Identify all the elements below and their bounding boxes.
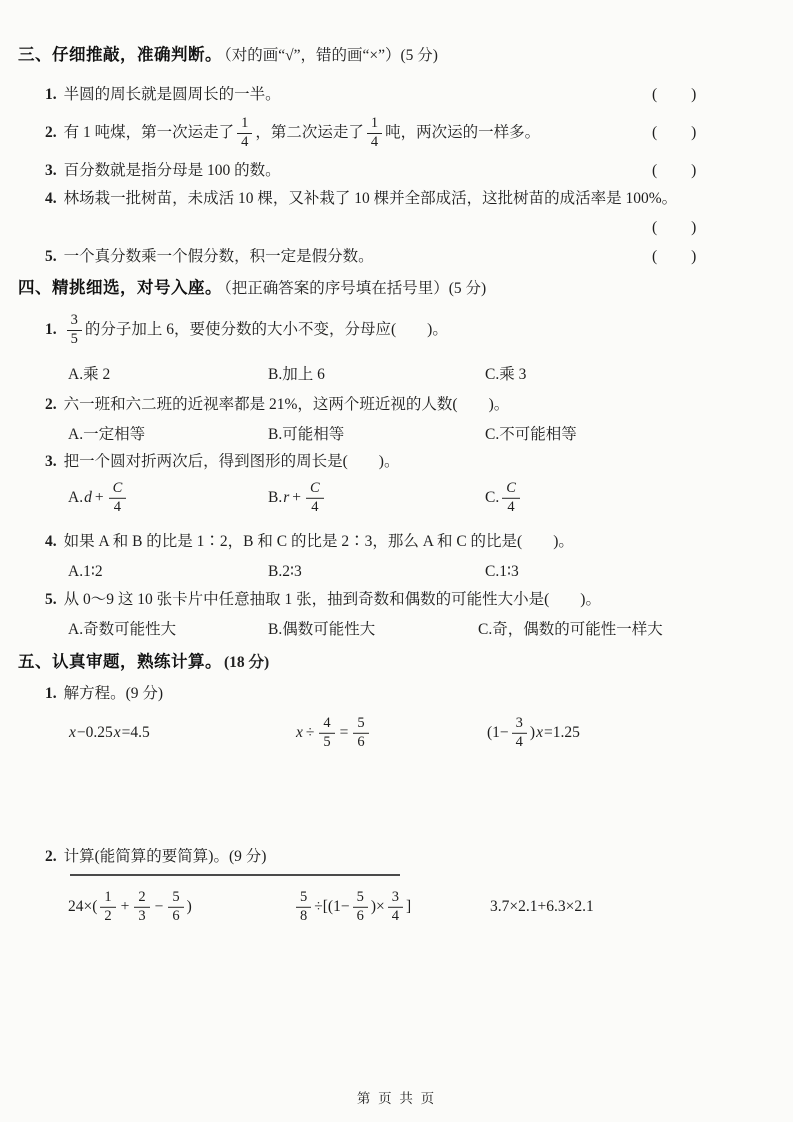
- math-text: ]: [405, 898, 412, 915]
- option-b: B.2∶3: [268, 563, 302, 580]
- fraction-denominator: 8: [300, 908, 308, 924]
- fraction: [306, 481, 324, 515]
- option-c: C.奇，偶数的可能性一样大: [478, 621, 663, 638]
- fraction-numerator: 1: [100, 890, 115, 908]
- math-operator: ÷: [305, 724, 315, 741]
- choice-question-4: [0, 531, 793, 553]
- fraction: [296, 890, 311, 924]
- judge-question-4: [0, 188, 793, 210]
- question-text: 林场栽一批树苗，未成活 10 棵，又补栽了 10 棵并全部成活，这批树苗的成活率是 100%。: [63, 190, 678, 207]
- option-c: C.1∶3: [485, 563, 519, 580]
- section-5-note: (18 分): [224, 654, 270, 671]
- fraction: [319, 716, 334, 750]
- page-footer: [0, 1088, 793, 1110]
- answer-bracket: ( ): [652, 124, 698, 141]
- section-4-note: （把正确答案的序号填在括号里）(5 分): [224, 280, 487, 297]
- equation-3: [487, 716, 580, 750]
- fraction-denominator: 4: [311, 499, 319, 515]
- math-text: ÷[(1−: [314, 898, 350, 915]
- math-text: (1−: [487, 724, 509, 741]
- question-text: 从 0～9 这 10 张卡片中任意抽取 1 张，抽到奇数和偶数的可能性大小是( )。: [63, 591, 601, 608]
- option-label: A.: [68, 489, 84, 506]
- fraction-numerator: 5: [353, 716, 368, 734]
- option-b: B.可能相等: [268, 426, 345, 443]
- section-3-note: （对的画“√”，错的画“×”）(5 分): [224, 47, 438, 64]
- math-text: 24×(: [68, 898, 98, 915]
- sub-number: 1.: [45, 685, 57, 702]
- question-text: 的分子加上 6，要使分数的大小不变，分母应( )。: [84, 321, 448, 338]
- section-3-title: 三、仔细推敲，准确判断。: [18, 46, 222, 64]
- footer-text: 第 页 共 页: [356, 1091, 437, 1106]
- math-variable: x: [536, 724, 543, 741]
- expressions-row: [0, 878, 793, 936]
- question-number: 1.: [45, 321, 57, 338]
- expression-1: [68, 890, 192, 924]
- sub-title: 计算(能简算的要简算)。(9 分): [63, 848, 267, 865]
- choice-question-3: [0, 451, 793, 473]
- question-number: 5.: [45, 591, 57, 608]
- sub-title: 解方程。(9 分): [63, 685, 164, 702]
- fraction-denominator: 3: [138, 908, 146, 924]
- question-number: 2.: [45, 396, 57, 413]
- answer-bracket: ( ): [652, 162, 698, 179]
- fraction-denominator: 4: [515, 734, 523, 750]
- option-c: [485, 481, 523, 515]
- math-operator: =: [339, 724, 349, 741]
- fraction-denominator: 4: [507, 499, 515, 515]
- fraction-numerator: C: [306, 481, 324, 499]
- math-variable: x: [296, 724, 303, 741]
- fraction-numerator: 3: [388, 890, 403, 908]
- fraction-denominator: 4: [241, 134, 249, 150]
- math-variable: d: [84, 489, 92, 506]
- answer-bracket: ( ): [652, 86, 698, 103]
- fraction-numerator: 1: [237, 116, 252, 134]
- math-text: 3.7×2.1+6.3×2.1: [490, 898, 594, 915]
- option-a: A.奇数可能性大: [68, 621, 177, 638]
- option-b: B.加上 6: [268, 366, 325, 383]
- fraction: [109, 481, 127, 515]
- choice-question-5: [0, 589, 793, 611]
- fraction: [512, 716, 527, 750]
- choice-question-3-options: [0, 473, 793, 523]
- question-number: 3.: [45, 162, 57, 179]
- math-text: =4.5: [121, 724, 150, 741]
- math-text: ): [529, 724, 536, 741]
- question-text: 有 1 吨煤，第一次运走了: [63, 124, 235, 141]
- judge-question-1: [0, 84, 793, 106]
- fraction: [502, 481, 520, 515]
- math-variable: x: [69, 724, 76, 741]
- fraction: [134, 890, 149, 924]
- section-5-heading: [18, 651, 269, 674]
- fraction-denominator: 4: [370, 134, 379, 150]
- math-operator: +: [94, 489, 104, 506]
- fraction-denominator: 5: [323, 734, 331, 750]
- option-a: [68, 481, 129, 515]
- question-text: 吨，两次运的一样多。: [385, 124, 541, 141]
- fraction: [67, 313, 82, 347]
- choice-question-1: [0, 306, 793, 354]
- fraction-denominator: 6: [357, 734, 365, 750]
- fraction-numerator: 5: [296, 890, 311, 908]
- option-a: A.乘 2: [68, 366, 111, 383]
- fraction-denominator: 6: [356, 908, 364, 924]
- option-b: [268, 481, 327, 515]
- underline-rule: [70, 874, 400, 876]
- section-3-heading: [18, 44, 438, 67]
- choice-question-2: [0, 394, 793, 416]
- section-4-heading: [18, 277, 486, 300]
- question-number: 4.: [45, 533, 57, 550]
- math-variable: x: [113, 724, 121, 741]
- question-number: 3.: [45, 453, 57, 470]
- fraction: [237, 116, 252, 150]
- fraction-denominator: 5: [70, 331, 78, 347]
- math-operator: +: [120, 898, 130, 915]
- math-text: ): [186, 898, 192, 915]
- equation-2: [295, 716, 372, 750]
- fraction-numerator: 3: [512, 716, 527, 734]
- fraction-numerator: 4: [319, 716, 334, 734]
- fraction-numerator: C: [502, 481, 520, 499]
- math-operator: +: [292, 489, 302, 506]
- fraction-numerator: C: [109, 481, 127, 499]
- question-number: 2.: [45, 124, 57, 141]
- fraction: [367, 116, 382, 150]
- expression-2: [293, 890, 411, 924]
- math-operator: −: [154, 898, 164, 915]
- fraction-denominator: 6: [172, 908, 180, 924]
- option-b: B.偶数可能性大: [268, 621, 376, 638]
- judge-question-2: [0, 108, 793, 158]
- fraction-numerator: 2: [134, 890, 149, 908]
- fraction-numerator: 5: [353, 890, 368, 908]
- fraction-denominator: 2: [104, 908, 112, 924]
- judge-question-5: [0, 246, 793, 268]
- question-text: 如果 A 和 B 的比是 1∶2，B 和 C 的比是 2∶3，那么 A 和 C 的比是( )。: [63, 533, 574, 550]
- fraction-denominator: 4: [113, 499, 122, 515]
- section-4-title: 四、精挑细选，对号入座。: [18, 279, 222, 297]
- option-label: C.: [485, 489, 500, 506]
- fraction-numerator: 3: [67, 313, 82, 331]
- expression-3: [490, 896, 594, 918]
- question-number: 5.: [45, 248, 57, 265]
- judge-question-3: [0, 160, 793, 182]
- equations-row: [0, 706, 793, 760]
- option-c: C.乘 3: [485, 366, 527, 383]
- fraction-denominator: 4: [391, 908, 399, 924]
- sub-number: 2.: [45, 848, 57, 865]
- fraction: [353, 890, 368, 924]
- answer-bracket: ( ): [652, 248, 698, 265]
- equation-1: [68, 722, 150, 744]
- option-a: A.一定相等: [68, 426, 146, 443]
- calc-sub-1: [0, 683, 793, 705]
- fraction: [353, 716, 368, 750]
- question-text: 百分数就是指分母是 100 的数。: [63, 162, 281, 179]
- question-number: 4.: [45, 190, 57, 207]
- question-text: 六一班和六二班的近视率都是 21%，这两个班近视的人数( )。: [63, 396, 510, 413]
- math-text: −0.25: [76, 724, 113, 741]
- fraction-numerator: 1: [367, 116, 382, 134]
- fraction: [168, 890, 183, 924]
- option-a: A.1∶2: [68, 563, 103, 580]
- calc-sub-2: [0, 846, 793, 868]
- answer-bracket: ( ): [652, 219, 698, 236]
- option-c: C.不可能相等: [485, 426, 577, 443]
- fraction: [388, 890, 403, 924]
- math-variable: r: [283, 489, 290, 506]
- section-5-title: 五、认真审题，熟练计算。: [18, 653, 222, 671]
- question-number: 1.: [45, 86, 57, 103]
- math-text: )×: [370, 898, 385, 915]
- question-text: 把一个圆对折两次后，得到图形的周长是( )。: [63, 453, 400, 470]
- question-text: ，第二次运走了: [255, 124, 364, 141]
- math-text: =1.25: [543, 724, 580, 741]
- question-text: 一个真分数乘一个假分数，积一定是假分数。: [63, 248, 374, 265]
- fraction-numerator: 5: [168, 890, 183, 908]
- option-label: B.: [268, 489, 283, 506]
- question-text: 半圆的周长就是圆周长的一半。: [63, 86, 281, 103]
- fraction: [100, 890, 115, 924]
